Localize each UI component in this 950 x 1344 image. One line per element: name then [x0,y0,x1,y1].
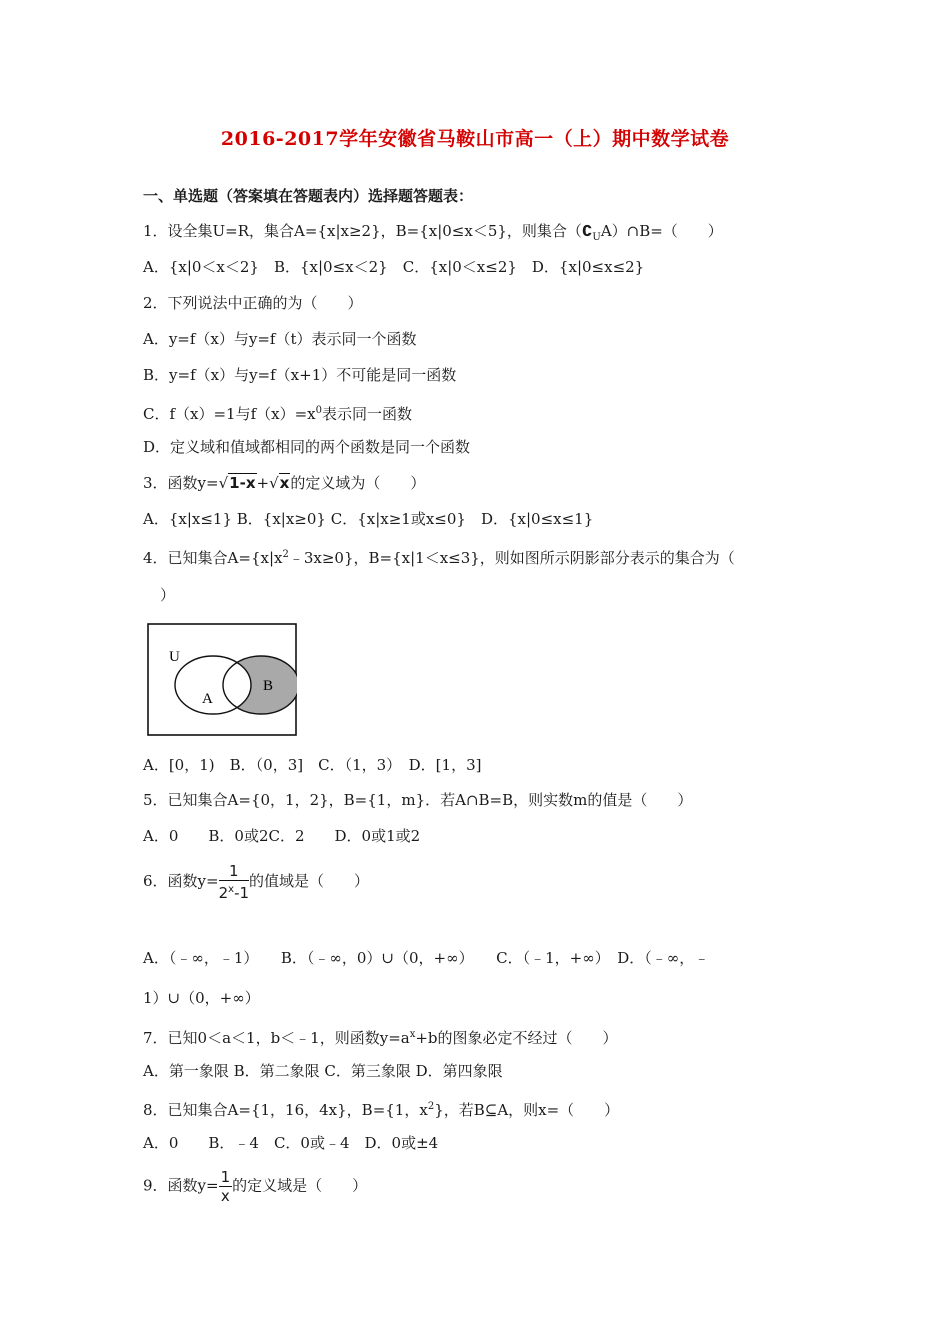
q2-option-c [143,401,412,424]
q2-c-sup: 0 [315,405,323,416]
q3-radicand-1: 1-x [229,474,256,492]
q1-complement-symbol: ∁ [581,222,593,240]
q1-stem-end: A）∩B=（ ） [600,222,723,240]
question-5: 5．已知集合A={0，1，2}，B={1，m}．若A∩B=B，则实数m的值是（ ） [143,791,693,809]
q2-option-a: A．y=f（x）与y=f（t）表示同一个函数 [143,330,417,348]
question-2: 2．下列说法中正确的为（ ） [143,294,363,312]
q3-suffix: 的定义域为（ ） [290,474,426,492]
q2-c-start: C．f（x）=1与f（x）=x [143,405,316,423]
question-6 [143,862,369,902]
section-heading: 一、单选题（答案填在答题表内）选择题答题表： [143,187,474,205]
q5-options: A．0 B．0或2C．2 D．0或1或2 [143,827,421,845]
venn-label-u: U [169,649,180,665]
q6-options-cont: 1）∪（0，+∞） [143,989,260,1007]
q2-option-b: B．y=f（x）与y=f（x+1）不可能是同一函数 [143,366,457,384]
q8-stem-end: }，若B⊆A，则x=（ ） [434,1101,620,1119]
venn-label-a: A [202,691,213,707]
q6-fraction [219,862,249,902]
q4-stem-cont: ） [160,586,176,604]
q9-denominator: x [220,1187,230,1205]
q9-suffix: 的定义域是（ ） [232,1176,368,1195]
q9-prefix: 9．函数y= [143,1176,219,1195]
q2-option-d: D．定义域和值域都相同的两个函数是同一个函数 [143,438,471,456]
q3-options: A．{x|x≤1} B．{x|x≥0} C．{x|x≥1或x≤0} D．{x|0≤x≤1} [143,510,594,528]
question-7 [143,1025,618,1048]
q3-plus: + [256,474,270,492]
q3-prefix: 3．函数y= [143,474,219,492]
q6-den-exp: x [228,884,235,895]
q9-fraction [219,1168,233,1205]
q1-options: A．{x|0＜x＜2} B．{x|0≤x＜2} C．{x|0＜x≤2} D．{x|0≤x≤2} [143,258,645,276]
page-title: 2016-2017学年安徽省马鞍山市高一（上）期中数学试卷 [220,128,730,150]
q7-stem-end: +b的图象必定不经过（ ） [415,1029,618,1047]
q4-stem-end: ﹣3x≥0}，B={x|1＜x≤3}，则如图所示阴影部分表示的集合为（ [288,549,735,567]
q6-prefix: 6．函数y= [143,872,219,890]
q7-options: A．第一象限 B．第二象限 C．第三象限 D．第四象限 [143,1062,503,1080]
question-1 [143,221,723,248]
venn-label-b: B [263,678,274,694]
q7-stem-start: 7．已知0＜a＜1，b＜﹣1，则函数y=a [143,1029,410,1047]
question-4 [143,545,735,568]
q1-stem-start: 1．设全集U=R，集合A={x|x≥2}，B={x|0≤x＜5}，则集合（ [143,222,582,240]
q3-radical-1: √1-x [218,474,256,492]
q6-suffix: 的值域是（ ） [249,872,370,890]
q6-den-minus: -1 [234,884,250,902]
q7-stem-sup: x [409,1029,416,1040]
q4-options: A．[0，1) B．（0，3] C．（1，3） D．[1，3] [143,756,482,774]
question-9 [143,1168,367,1205]
q3-radical-2: √x [269,474,290,492]
q6-numerator: 1 [219,862,249,881]
venn-diagram [147,623,297,736]
q6-den-base: 2 [218,884,229,902]
question-3 [143,473,425,493]
q8-stem-sup: 2 [427,1101,435,1112]
q2-c-end: 表示同一函数 [322,405,413,423]
q4-stem-sup: 2 [282,549,289,560]
q6-options: A．（﹣∞，﹣1） B．（﹣∞，0）∪（0，+∞） C．（﹣1，+∞） D．（﹣∞，﹣ [143,949,710,967]
q4-stem-start: 4．已知集合A={x|x [143,549,283,567]
q6-denominator [219,881,249,902]
q8-options: A．0 B．﹣4 C．0或﹣4 D．0或±4 [143,1134,439,1152]
q9-numerator: 1 [220,1168,231,1186]
q8-stem-start: 8．已知集合A={1，16，4x}，B={1，x [143,1101,428,1119]
q1-complement-sub: U [592,232,601,243]
question-8 [143,1097,619,1120]
q3-radicand-2: x [279,474,290,492]
